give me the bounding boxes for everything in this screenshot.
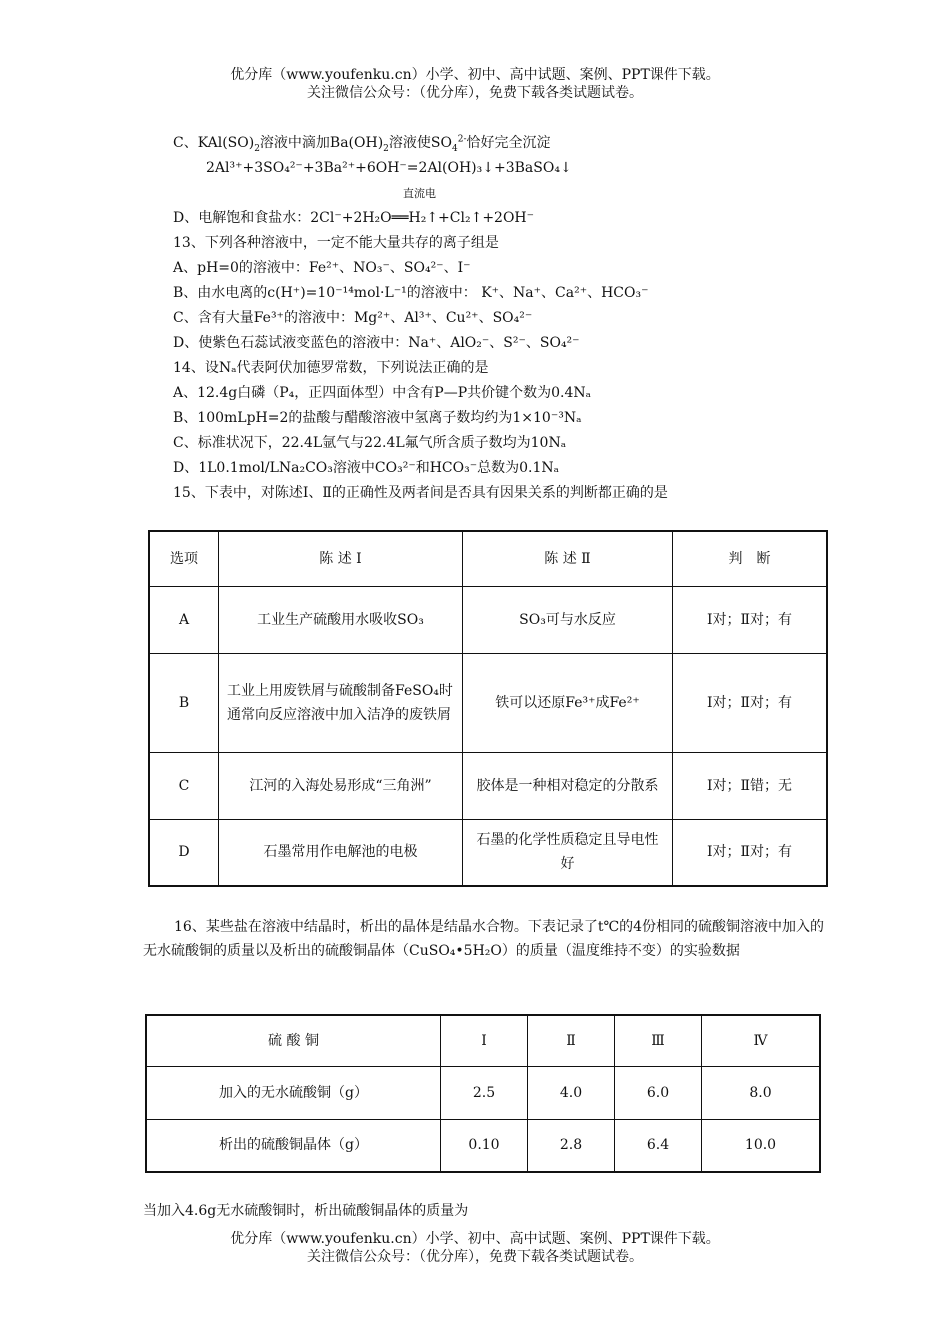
q14-option-b: B、100mLpH=2的盐酸与醋酸溶液中氢离子数均约为1×10⁻³Nₐ <box>173 410 582 426</box>
table-header-row <box>149 531 827 586</box>
q16-table <box>145 1014 821 1173</box>
row-statement-1: 石墨常用作电解池的电极 <box>219 819 463 886</box>
header-statement-1: 陈 述 Ⅰ <box>219 531 463 586</box>
row-value: 10.0 <box>702 1119 821 1172</box>
header-line-1: 优分库（www.youfenku.cn）小学、初中、高中试题、案例、PPT课件下载。 <box>230 67 720 83</box>
header-statement-2: 陈 述 Ⅱ <box>463 531 673 586</box>
q12-option-d: D、电解饱和食盐水：2Cl⁻+2H₂O══H₂↑+Cl₂↑+2OH⁻ <box>173 210 535 226</box>
row-option: B <box>149 653 219 752</box>
q14-option-d: D、1L0.1mol/LNa₂CO₃溶液中CO₃²⁻和HCO₃⁻总数为0.1Nₐ <box>173 460 560 476</box>
row-value: 6.4 <box>615 1119 702 1172</box>
q12-d-condition: 直流电 <box>403 187 436 200</box>
q13-option-d: D、使紫色石蕊试液变蓝色的溶液中：Na⁺、AlO₂⁻、S²⁻、SO₄²⁻ <box>173 335 580 351</box>
table-row <box>146 1066 820 1119</box>
header-line-2: 关注微信公众号：（优分库），免费下载各类试题试卷。 <box>307 85 643 101</box>
table-row <box>149 653 827 752</box>
row-judgement: Ⅰ对；Ⅱ错；无 <box>673 752 828 819</box>
table-row <box>146 1119 820 1172</box>
q13-stem: 13、下列各种溶液中，一定不能大量共存的离子组是 <box>173 235 499 251</box>
table-header-row <box>146 1015 820 1066</box>
q13-option-b: B、由水电离的c(H⁺)=10⁻¹⁴mol·L⁻¹的溶液中： K⁺、Na⁺、Ca²⁺、HCO₃⁻ <box>173 285 649 301</box>
q12-c-label: C、KAl(SO) <box>173 135 255 151</box>
row-statement-1: 工业生产硫酸用水吸收SO₃ <box>219 586 463 653</box>
q15-table <box>148 530 828 887</box>
table-row <box>149 752 827 819</box>
footer-line-1: 优分库（www.youfenku.cn）小学、初中、高中试题、案例、PPT课件下载。 <box>230 1231 720 1247</box>
header-col-3: Ⅲ <box>615 1015 702 1066</box>
row-statement-2: 铁可以还原Fe³⁺成Fe²⁺ <box>463 653 673 752</box>
q14-option-a: A、12.4g白磷（P₄，正四面体型）中含有P—P共价键个数为0.4Nₐ <box>173 385 592 401</box>
row-label: 析出的硫酸铜晶体（g） <box>146 1119 441 1172</box>
row-statement-1: 江河的入海处易形成“三角洲” <box>219 752 463 819</box>
row-value: 2.8 <box>528 1119 615 1172</box>
row-label: 加入的无水硫酸铜（g） <box>146 1066 441 1119</box>
row-judgement: Ⅰ对；Ⅱ对；有 <box>673 586 828 653</box>
q12-c-rest2: 溶液使SO <box>388 135 452 151</box>
row-statement-1: 工业上用废铁屑与硫酸制备FeSO₄时通常向反应溶液中加入洁净的废铁屑 <box>219 653 463 752</box>
q12-c-rest3: 恰好完全沉淀 <box>466 135 551 151</box>
q16-question: 当加入4.6g无水硫酸铜时，析出硫酸铜晶体的质量为 <box>143 1203 469 1219</box>
table-row <box>149 819 827 886</box>
row-statement-2: 石墨的化学性质稳定且导电性好 <box>463 819 673 886</box>
row-value: 4.0 <box>528 1066 615 1119</box>
row-value: 2.5 <box>441 1066 528 1119</box>
q15-stem: 15、下表中，对陈述Ⅰ、Ⅱ的正确性及两者间是否具有因果关系的判断都正确的是 <box>173 485 668 501</box>
header-col-1: Ⅰ <box>441 1015 528 1066</box>
row-statement-2: 胶体是一种相对稳定的分散系 <box>463 752 673 819</box>
row-option: A <box>149 586 219 653</box>
header-judgement: 判 断 <box>673 531 828 586</box>
q16-stem: 16、某些盐在溶液中结晶时，析出的晶体是结晶水合物。下表记录了t℃的4份相同的硫酸铜溶液中加入的无水硫酸铜的质量以及析出的硫酸铜晶体（CuSO₄•5H₂O）的质量（温度维持不变）的实验数据 <box>143 919 825 959</box>
row-option: D <box>149 819 219 886</box>
header-col-4: Ⅳ <box>702 1015 821 1066</box>
footer-line-2: 关注微信公众号：（优分库），免费下载各类试题试卷。 <box>307 1249 643 1265</box>
header-label: 硫 酸 铜 <box>146 1015 441 1066</box>
q12-option-c: C、$KAl(SO)_2$溶液中滴加$Ba(OH)_2$溶液使$SO_4^{2-}$恰好完全沉淀 <box>173 134 551 154</box>
header-col-2: Ⅱ <box>528 1015 615 1066</box>
row-judgement: Ⅰ对；Ⅱ对；有 <box>673 653 828 752</box>
q13-option-a: A、pH=0的溶液中：Fe²⁺、NO₃⁻、SO₄²⁻、I⁻ <box>173 260 471 276</box>
table-row <box>149 586 827 653</box>
q14-stem: 14、设Nₐ代表阿伏加德罗常数，下列说法正确的是 <box>173 360 489 376</box>
row-judgement: Ⅰ对；Ⅱ对；有 <box>673 819 828 886</box>
header-option: 选项 <box>149 531 219 586</box>
row-value: 8.0 <box>702 1066 821 1119</box>
row-statement-2: SO₃可与水反应 <box>463 586 673 653</box>
row-value: 6.0 <box>615 1066 702 1119</box>
q12-c-equation: 2Al³⁺+3SO₄²⁻+3Ba²⁺+6OH⁻=2Al(OH)₃↓+3BaSO₄↓ <box>206 160 572 176</box>
q14-option-c: C、标准状况下，22.4L氩气与22.4L氟气所含质子数均为10Nₐ <box>173 435 567 451</box>
q13-option-c: C、含有大量Fe³⁺的溶液中：Mg²⁺、Al³⁺、Cu²⁺、SO₄²⁻ <box>173 310 533 326</box>
row-value: 0.10 <box>441 1119 528 1172</box>
q12-c-rest1: 溶液中滴加Ba(OH) <box>259 135 384 151</box>
row-option: C <box>149 752 219 819</box>
